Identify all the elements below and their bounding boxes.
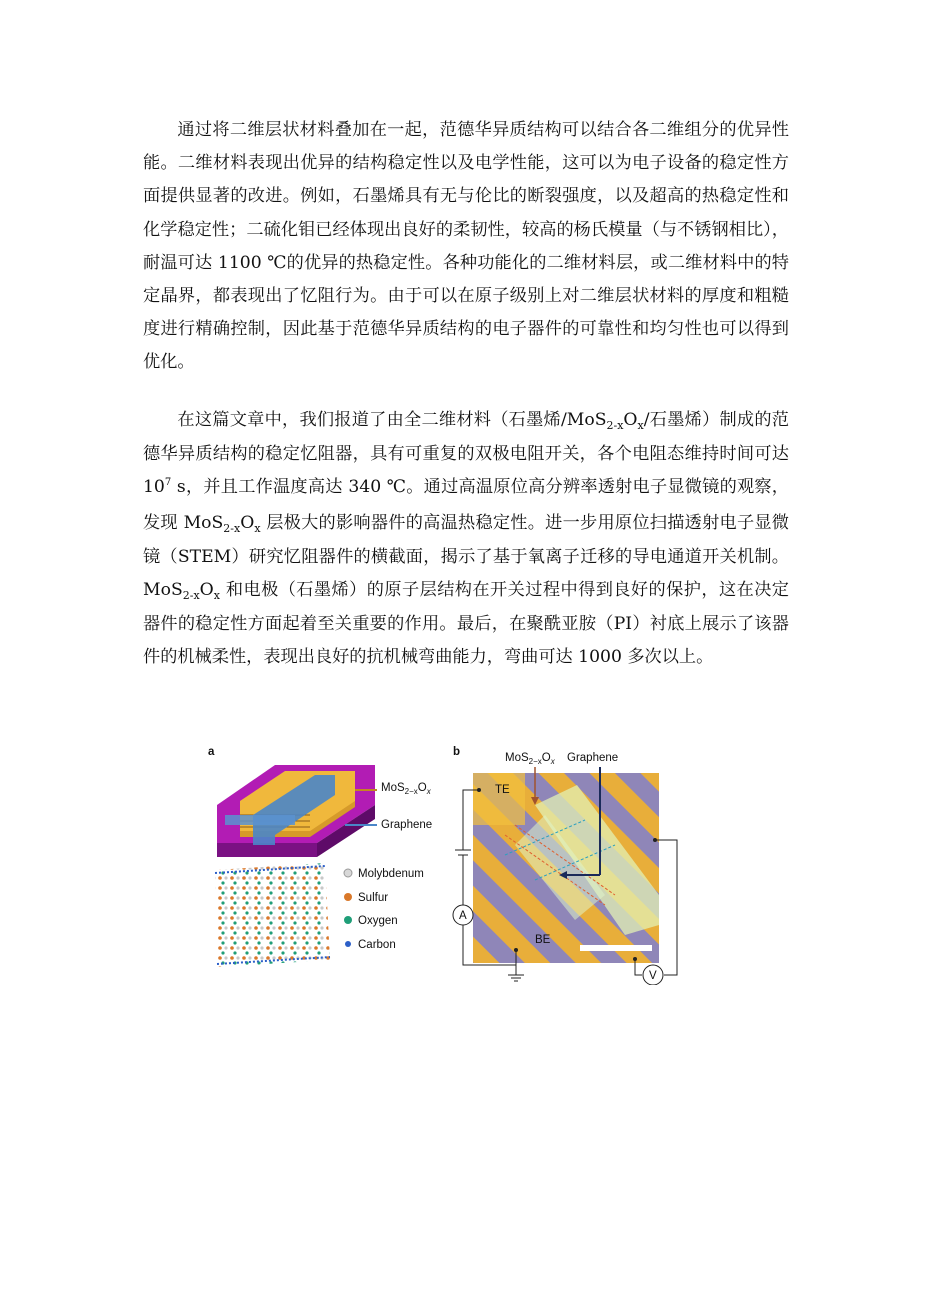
subscript-2-x: 2-x bbox=[182, 589, 200, 603]
paragraph-summary-text-2: O bbox=[623, 410, 638, 430]
subscript-x: x bbox=[213, 589, 220, 603]
paragraph-summary bbox=[143, 404, 789, 675]
paragraph-summary-text-5: O bbox=[240, 512, 255, 533]
subscript-2-x: 2-x bbox=[223, 521, 241, 535]
superscript-7: 7 bbox=[164, 477, 172, 489]
legend bbox=[344, 868, 424, 951]
subscript-2-x: 2-x bbox=[606, 419, 624, 432]
subscript-x: x bbox=[637, 419, 644, 432]
panel-b bbox=[453, 746, 677, 985]
legend-molybdenum-marker bbox=[344, 869, 352, 877]
legend-oxygen: Oxygen bbox=[358, 915, 398, 927]
scale-bar bbox=[580, 945, 652, 951]
label-be: BE bbox=[535, 934, 551, 946]
paragraph-summary-text-6: 层极大的影响器件的高温热稳定性。进一步用原位扫描透射电子显微镜（STEM）研究忆阻器件的横截面，揭示了基于氧离子迁移的导电通道开关机制。MoS bbox=[143, 512, 789, 601]
panel-a bbox=[208, 746, 432, 967]
legend-sulfur-marker bbox=[344, 893, 352, 901]
paragraph-summary-text-1: 在这篇文章中，我们报道了由全二维材料（石墨烯/MoS bbox=[177, 410, 607, 430]
subscript-x: x bbox=[254, 521, 261, 535]
label-mos2: $MoS_{2-x}O_x$ bbox=[381, 782, 431, 796]
paragraph-summary-text-4: s，并且工作温度高达 340 ℃。通过高温原位高分辨率透射电子显微镜的观察，发现 MoS bbox=[143, 477, 789, 533]
label-ammeter: A bbox=[459, 910, 467, 922]
label-te: TE bbox=[495, 784, 510, 796]
paragraph-summary-text-3: /石墨烯）制成的范德华异质结构的稳定忆阻器，具有可重复的双极电阻开关，各个电阻态维持时间可达 10 bbox=[143, 410, 789, 498]
legend-carbon: Carbon bbox=[358, 939, 396, 951]
figure-device bbox=[205, 745, 695, 985]
substrate-front bbox=[217, 843, 317, 857]
paragraph-summary-text-8: 和电极（石墨烯）的原子层结构在开关过程中得到良好的保护，这在决定器件的稳定性方面起着至关重要的作用。最后，在聚酰亚胺（PI）衬底上展示了该器件的机械柔性，表现出良好的抗机械弯曲能力，弯曲可达 1000 多次以上。 bbox=[143, 580, 789, 668]
label-graphene: Graphene bbox=[381, 819, 433, 831]
panel-a-letter: a bbox=[208, 746, 215, 758]
label-b-mos2: $MoS_{2-x}O_x$ bbox=[505, 752, 555, 766]
label-b-graphene: Graphene bbox=[567, 752, 619, 764]
panel-b-letter: b bbox=[453, 746, 461, 758]
figure-svg bbox=[205, 745, 695, 985]
paragraph-intro: 通过将二维层状材料叠加在一起，范德华异质结构可以结合各二维组分的优异性能。二维材料表现出优异的结构稳定性以及电学性能，这可以为电子设备的稳定性方面提供显著的改进。例如，石墨烯具有无与伦比的断裂强度，以及超高的热稳定性和化学稳定性；二硫化钼已经体现出良好的柔韧性，较高的杨氏模量（与不锈钢相比），耐温可达 1100 ℃的优异的热稳定性。各种功能化的二维材料层，或二维材料中的特定晶界，都表现出了忆阻行为。由于可以在原子级别上对二维层状材料的厚度和粗糙度进行精确控制，因此基于范德华异质结构的电子器件的可靠性和均匀性也可以得到优化。 bbox=[143, 120, 789, 373]
legend-sulfur: Sulfur bbox=[358, 892, 389, 904]
atomic-lattice bbox=[215, 863, 330, 967]
legend-molybdenum: Molybdenum bbox=[358, 868, 424, 880]
graphene-bottom-electrode bbox=[225, 815, 295, 825]
paragraph-summary-text-7: O bbox=[199, 580, 214, 601]
label-voltmeter: V bbox=[649, 970, 657, 982]
legend-oxygen-marker bbox=[344, 916, 352, 924]
legend-carbon-marker bbox=[345, 941, 351, 947]
